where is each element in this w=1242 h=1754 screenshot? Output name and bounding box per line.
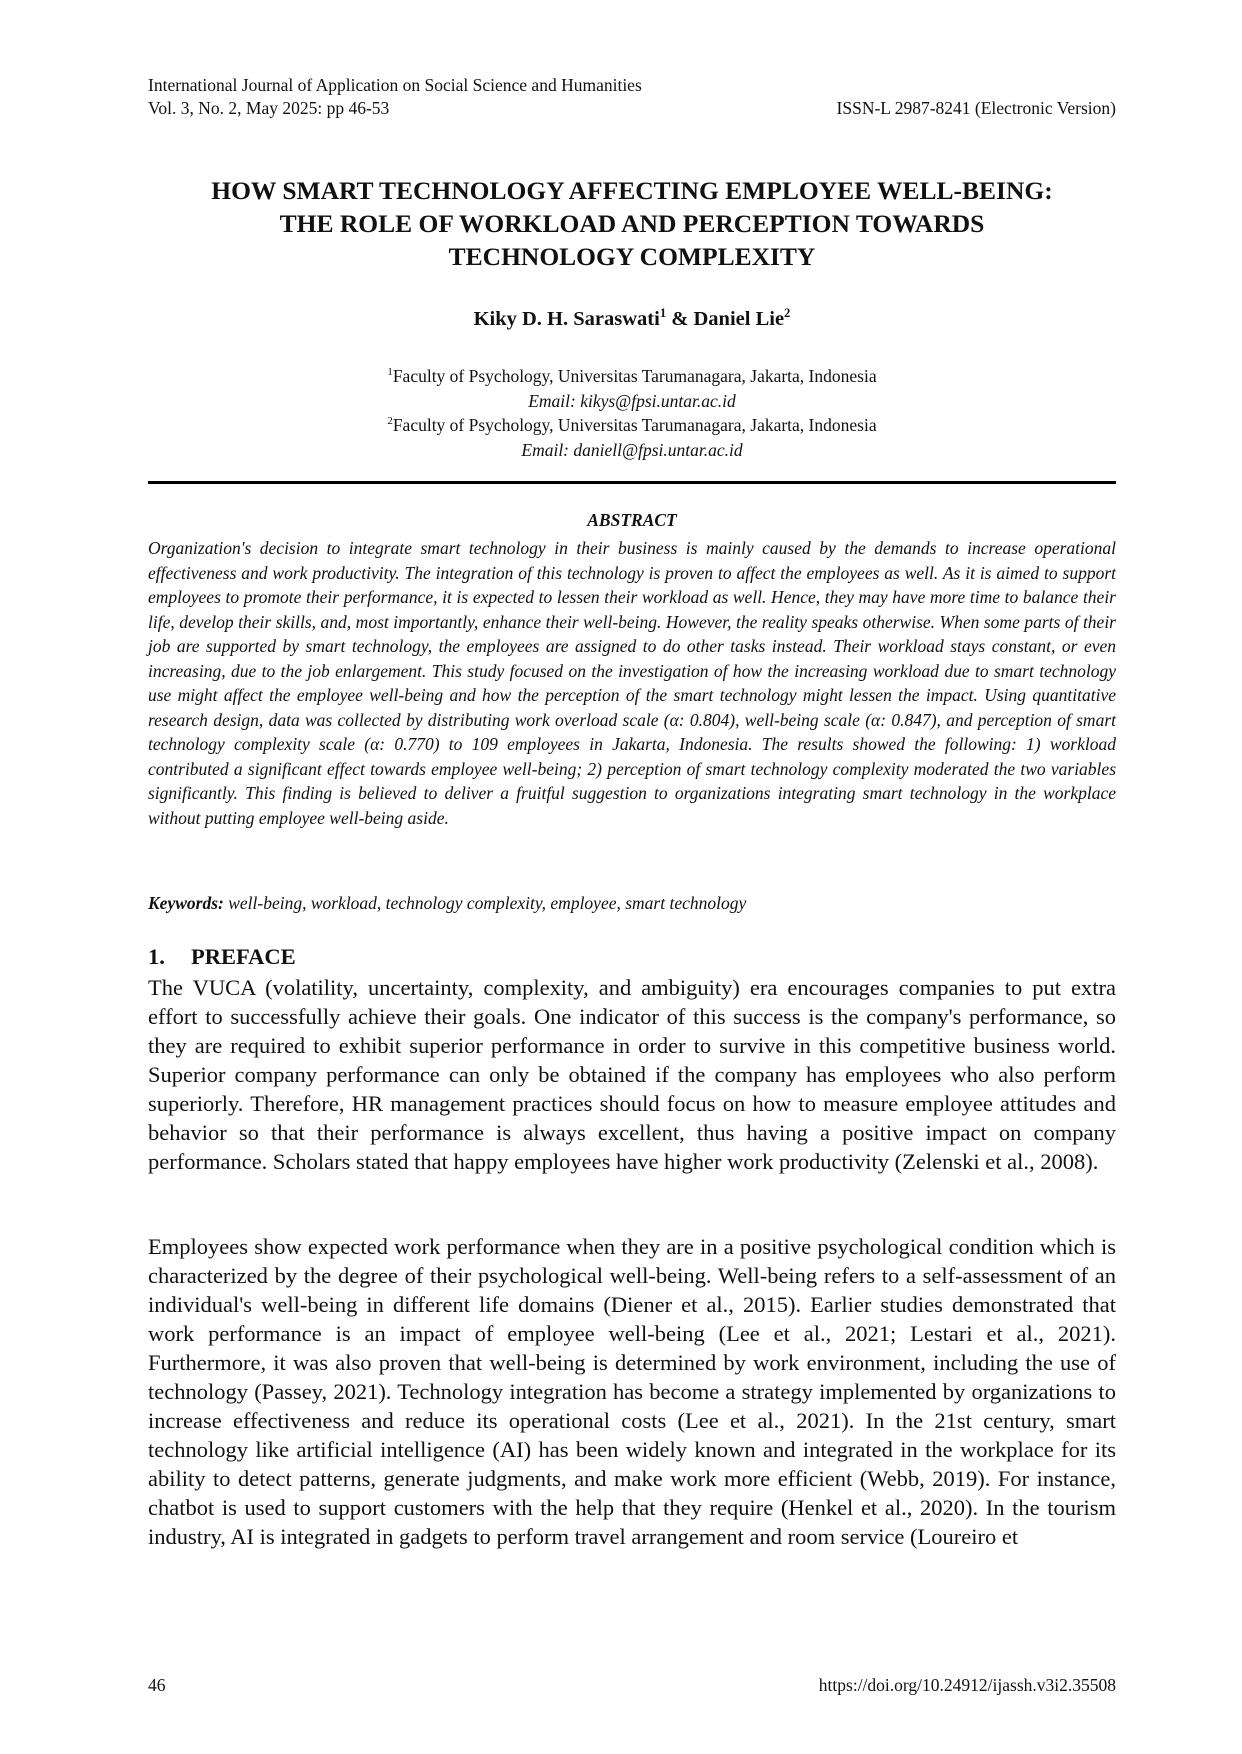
paper-title xyxy=(148,174,1116,273)
title-line: TECHNOLOGY COMPLEXITY xyxy=(448,242,816,271)
author-name: Kiky D. H. Saraswati xyxy=(473,308,660,330)
running-header xyxy=(148,74,1116,120)
author-email: Email: daniell@fpsi.untar.ac.id xyxy=(521,439,743,460)
keywords-list: well-being, workload, technology complexity, employee, smart technology xyxy=(228,893,747,913)
doi-link[interactable]: https://doi.org/10.24912/ijassh.v3i2.35508 xyxy=(818,1675,1116,1695)
affiliations xyxy=(148,364,1116,462)
page-footer xyxy=(148,1675,1116,1696)
title-line: THE ROLE OF WORKLOAD AND PERCEPTION TOWARDS xyxy=(279,209,985,238)
volume-info: Vol. 3, No. 2, May 2025: pp 46-53 xyxy=(148,98,390,118)
section-heading xyxy=(148,944,296,970)
author-email: Email: kikys@fpsi.untar.ac.id xyxy=(528,390,736,411)
affiliation-mark: 2 xyxy=(387,415,393,428)
page-number: 46 xyxy=(148,1675,166,1695)
abstract-heading: ABSTRACT xyxy=(587,510,677,530)
author-list xyxy=(148,308,1116,331)
affiliation-mark: 1 xyxy=(387,366,393,379)
author-affiliation-mark: 1 xyxy=(659,306,667,321)
affiliation-text: Faculty of Psychology, Universitas Tarumanagara, Jakarta, Indonesia xyxy=(392,366,877,386)
keywords-label: Keywords: xyxy=(148,893,224,913)
section-number: 1. xyxy=(148,944,165,969)
affiliation xyxy=(148,413,1116,438)
section-title: PREFACE xyxy=(191,944,296,969)
author-separator: & xyxy=(671,308,689,330)
affiliation xyxy=(148,364,1116,389)
keywords xyxy=(148,893,1116,914)
author-affiliation-mark: 2 xyxy=(784,306,791,321)
abstract-text: Organization's decision to integrate smart technology in their business is mainly caused by the demands to increase operational effectiveness and work productivity. The integration of this technology is proven to affect the employees as well. As it is aimed to support employees to promote their performance, it is expected to lessen their workload as well. Hence, they may have more time to balance their life, develop their skills, and, most importantly, enhance their well-being. However, the reality speaks otherwise. When some parts of their job are supported by smart technology, the employees are assigned to do other tasks instead. Their workload stays constant, or even increasing, due to the job enlargement. This study focused on the investigation of how the increasing workload due to smart technology use might affect the employee well-being and how the perception of the smart technology might lessen the impact. Using quantitative research design, data was collected by distributing work overload scale (α: 0.804), well-being scale (α: 0.847), and perception of smart technology complexity scale (α: 0.770) to 109 employees in Jakarta, Indonesia. The results showed the following: 1) workload contributed a significant effect towards employee well-being; 2) perception of smart technology complexity moderated the two variables significantly. This finding is believed to deliver a fruitful suggestion to organizations integrating smart technology in the workplace without putting employee well-being aside. xyxy=(148,538,1116,828)
horizontal-divider xyxy=(148,481,1116,484)
affiliation-text: Faculty of Psychology, Universitas Tarumanagara, Jakarta, Indonesia xyxy=(392,415,877,435)
author-name: Daniel Lie xyxy=(693,308,785,330)
body-paragraph: The VUCA (volatility, uncertainty, complexity, and ambiguity) era encourages companies to put extra effort to successfully achieve their goals. One indicator of this success is the company's performance, so they are required to exhibit superior performance in order to survive in this competitive business world. Superior company performance can only be obtained if the company has employees who also perform superiorly. Therefore, HR management practices should focus on how to measure employee attitudes and behavior so that their performance is always excellent, thus having a positive impact on company performance. Scholars stated that happy employees have higher work productivity (Zelenski et al., 2008). xyxy=(148,975,1116,1174)
title-line: HOW SMART TECHNOLOGY AFFECTING EMPLOYEE WELL-BEING: xyxy=(211,176,1053,205)
journal-name: International Journal of Application on Social Science and Humanities xyxy=(148,75,642,95)
issn-info: ISSN-L 2987-8241 (Electronic Version) xyxy=(836,98,1116,118)
body-paragraph: Employees show expected work performance when they are in a positive psychological condition which is characterized by the degree of their psychological well-being. Well-being refers to a self-assessment of an individual's well-being in different life domains (Diener et al., 2015). Earlier studies demonstrated that work performance is an impact of employee well-being (Lee et al., 2021; Lestari et al., 2021). Furthermore, it was also proven that well-being is determined by work environment, including the use of technology (Passey, 2021). Technology integration has become a strategy implemented by organizations to increase effectiveness and reduce its operational costs (Lee et al., 2021). In the 21st century, smart technology like artificial intelligence (AI) has been widely known and integrated in the workplace for its ability to detect patterns, generate judgments, and make work more efficient (Webb, 2019). For instance, chatbot is used to support customers with the help that they require (Henkel et al., 2020). In the tourism industry, AI is integrated in gadgets to perform travel arrangement and room service (Loureiro et xyxy=(148,1234,1116,1549)
